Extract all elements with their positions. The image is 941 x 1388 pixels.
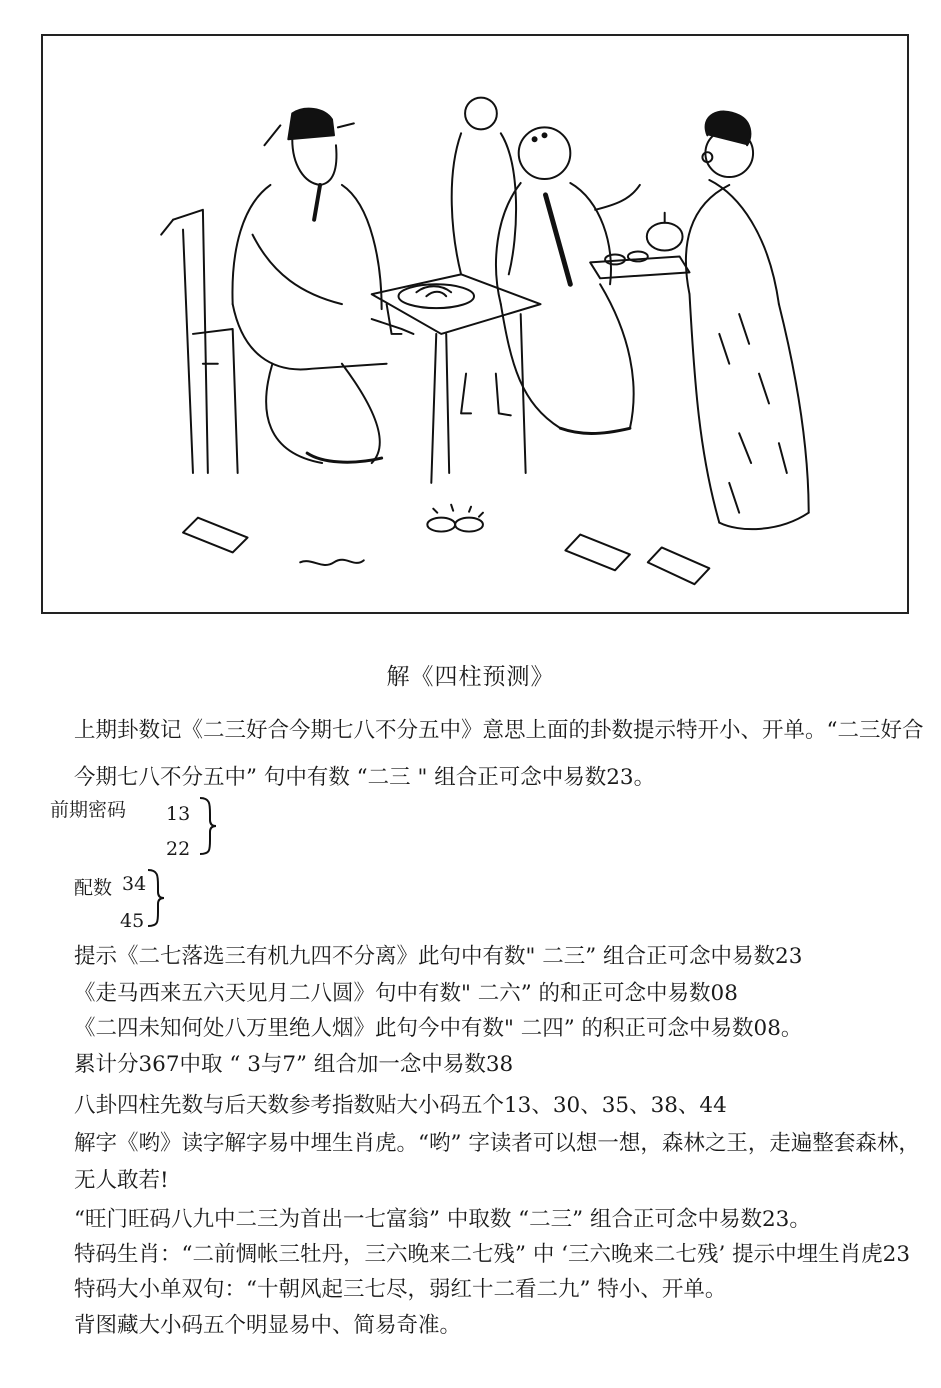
pairing-value: 34 xyxy=(122,873,147,895)
text-line: 八卦四柱先数与后天数参考指数贴大小码五个13、30、35、38、44 xyxy=(74,1093,727,1118)
text-line: 累计分367中取 “ 3与7” 组合加一念中易数38 xyxy=(74,1052,514,1077)
illustration-frame xyxy=(41,34,909,614)
text-line: 解字《哟》读字解字易中埋生肖虎。“哟” 字读者可以想一想，森林之王，走遍整套森林， xyxy=(74,1131,920,1156)
text-line: 无人敢若! xyxy=(74,1168,169,1193)
text-line: 《走马西来五六天见月二八圆》句中有数" 二六” 的和正可念中易数08 xyxy=(74,981,738,1006)
text-line: 提示《二七落选三有机九四不分离》此句中有数" 二三” 组合正可念中易数23 xyxy=(74,944,803,969)
chair-drawing xyxy=(161,210,237,473)
serving-woman-drawing xyxy=(590,112,808,530)
brace-icon xyxy=(144,868,168,928)
text-line: 背图藏大小码五个明显易中、简易奇准。 xyxy=(74,1313,462,1338)
monk-drawing xyxy=(496,127,640,433)
seated-man-drawing xyxy=(232,109,413,463)
text-line: 特码大小单双句：“十朝风起三七尽，弱红十二看二九” 特小、开单。 xyxy=(74,1277,727,1302)
previous-code-value: 22 xyxy=(166,838,191,860)
intro-line-1: 上期卦数记《二三好合今期七八不分五中》意思上面的卦数提示特开小、开单。“二三好合 xyxy=(74,718,924,743)
text-line: “旺门旺码八九中二三为首出一七富翁” 中取数 “二三” 组合正可念中易数23。 xyxy=(74,1207,811,1232)
table-drawing xyxy=(372,274,541,483)
page-title: 解《四柱预测》 xyxy=(386,664,555,690)
standing-attendant-drawing xyxy=(452,98,516,416)
pairing-value: 45 xyxy=(120,910,145,932)
text-line: 特码生肖：“二前惆帐三牡丹，三六晚来二七残” 中 ‘三六晚来二七残’ 提示中埋生肖虎23 xyxy=(74,1242,911,1267)
previous-code-value: 13 xyxy=(166,803,191,825)
ink-illustration xyxy=(43,36,907,612)
pairing-label: 配数 xyxy=(74,877,113,899)
floor-items-drawing xyxy=(183,505,709,584)
brace-icon xyxy=(196,796,220,856)
previous-codes-label: 前期密码 xyxy=(50,799,127,821)
intro-line-2: 今期七八不分五中” 句中有数 “二三 " 组合正可念中易数23。 xyxy=(74,765,656,790)
text-line: 《二四未知何处八万里绝人烟》此句今中有数" 二四” 的积正可念中易数08。 xyxy=(74,1016,803,1041)
